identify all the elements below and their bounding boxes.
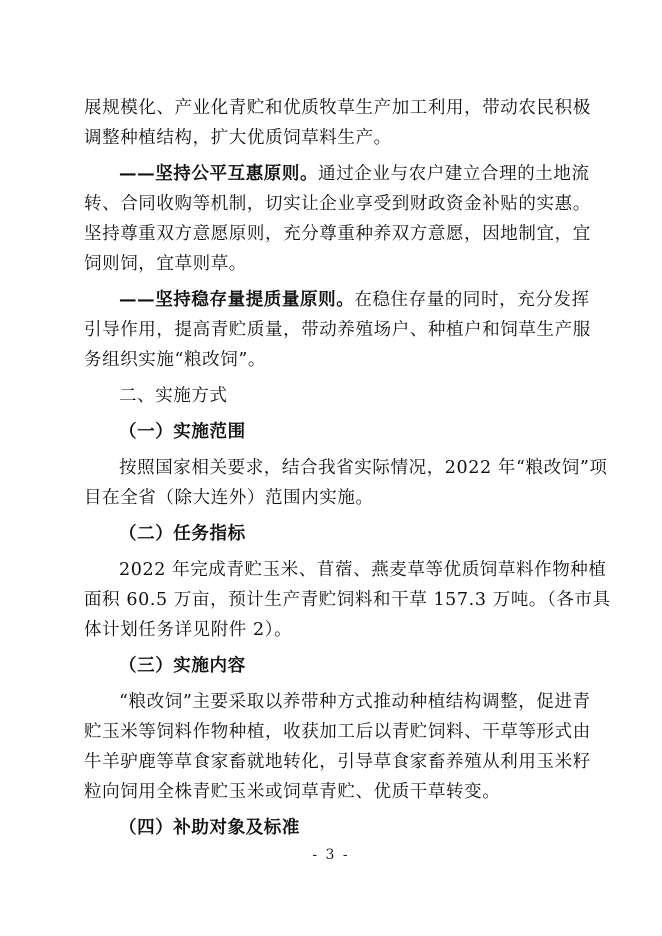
paragraph-line: 面积 60.5 万亩，预计生产青贮饲料和干草 157.3 万吨。（各市具 [84,590,611,610]
principle-fairness-line [84,159,590,189]
paragraph-line: 贮玉米等饲料作物种植，收获加工后以青贮饲料、干草等形式由 [84,722,591,742]
principle-stability-title: ——坚持稳存量提质量原则。 [119,290,355,310]
paragraph-line: 粒向饲用全株青贮玉米或饲草青贮、优质干草转变。 [84,782,501,802]
subsection-heading-targets: （二）任务指标 [119,524,246,544]
section-heading-implementation: 二、实施方式 [119,386,228,406]
principle-fairness-title: ——坚持公平互惠原则。 [119,164,319,184]
subsection-heading-scope: （一）实施范围 [119,422,246,442]
paragraph-line: 2022 年完成青贮玉米、苜蓿、燕麦草等优质饲草料作物种植 [119,560,607,580]
page-number: - 3 - [312,847,350,863]
principle-fairness-text: 通过企业与农户建立合理的土地流 [318,164,590,184]
paragraph-line: 目在全省（除大连外）范围内实施。 [84,488,374,508]
principle-stability-text: 在稳住存量的同时，充分发挥 [354,290,590,310]
paragraph-line: 按照国家相关要求，结合我省实际情况，2022 年“粮改饲”项 [119,458,608,478]
paragraph-line: 饲则饲，宜草则草。 [84,254,247,274]
paragraph-line: 坚持尊重双方意愿原则，充分尊重种养双方意愿，因地制宜，宜 [84,224,591,244]
paragraph-line: “粮改饲”主要采取以养带种方式推动种植结构调整，促进青 [119,692,591,712]
principle-stability-line [84,285,590,315]
paragraph-line: 务组织实施“粮改饲”。 [84,350,266,370]
subsection-heading-content: （三）实施内容 [119,656,246,676]
paragraph-line: 牛羊驴鹿等草食家畜就地转化，引导草食家畜养殖从利用玉米籽 [84,752,591,772]
paragraph-line: 引导作用，提高青贮质量，带动养殖场户、种植户和饲草生产服 [84,320,591,340]
paragraph-line: 转、合同收购等机制，切实让企业享受到财政资金补贴的实惠。 [84,194,591,214]
subsection-heading-subsidy: （四）补助对象及标准 [119,818,300,838]
paragraph-line: 体计划任务详见附件 2）。 [84,620,293,640]
paragraph-line: 展规模化、产业化青贮和优质牧草生产加工利用，带动农民积极 [84,98,591,118]
paragraph-line: 调整种植结构，扩大优质饲草料生产。 [84,128,392,148]
document-body [84,93,611,843]
